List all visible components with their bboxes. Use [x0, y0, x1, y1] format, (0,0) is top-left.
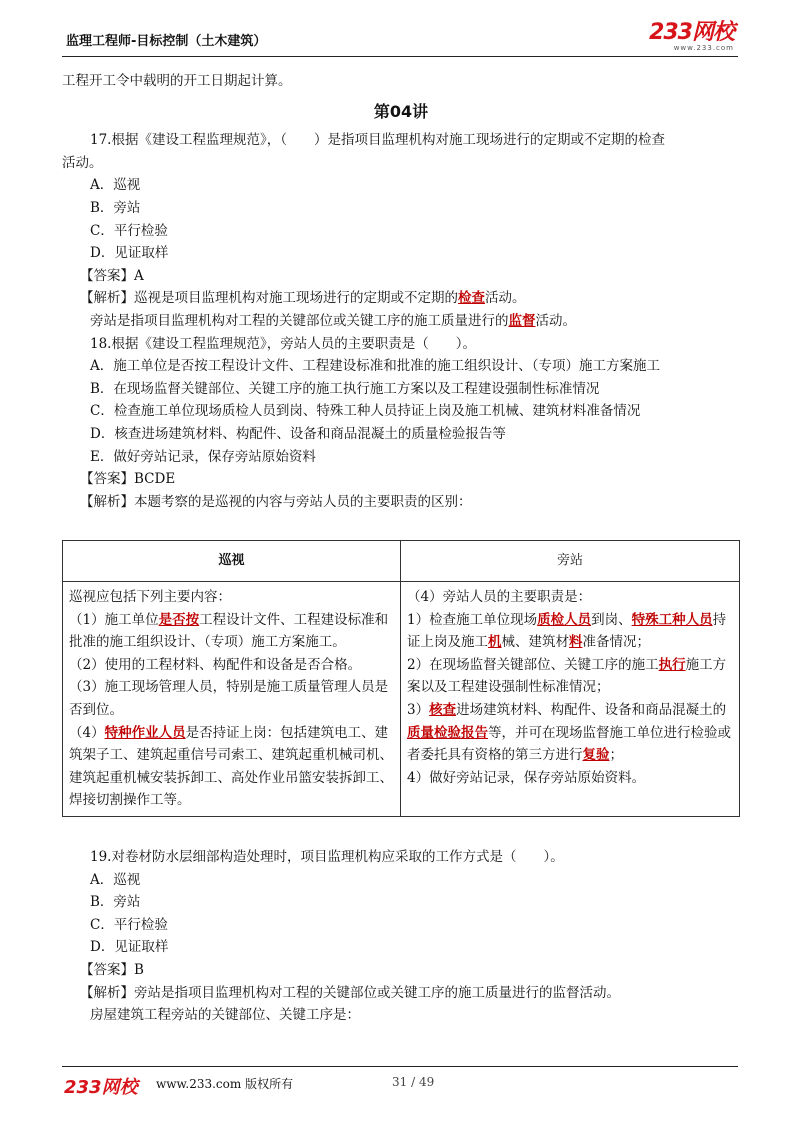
q19-option-c: C．平行检验	[90, 916, 168, 933]
document-title: 监理工程师-目标控制（土木建筑）	[66, 34, 267, 49]
page-footer	[62, 1066, 738, 1098]
header-side-station: 旁站	[401, 541, 740, 582]
header-patrol: 巡视	[63, 541, 401, 582]
intro-line: 工程开工令中载明的开工日期起计算。	[62, 73, 292, 89]
lecture-heading: 第04讲	[373, 101, 429, 121]
page-header	[62, 22, 738, 57]
q19-stem: 19.对卷材防水层细部构造处理时，项目监理机构应采取的工作方式是（ ）。	[90, 849, 564, 865]
footer-copyright: www.233.com 版权所有	[156, 1077, 294, 1091]
comparison-table	[62, 540, 740, 817]
duty-intro: （4）旁站人员的主要职责是：	[407, 589, 592, 605]
table-header-row	[63, 541, 740, 582]
q18-option-a: A．施工单位是否按工程设计文件、工程建设标准和批准的施工组织设计、（专项）施工方案施工	[90, 358, 660, 375]
q19-answer: 【答案】B	[80, 961, 144, 978]
patrol-item-3: （3）施工现场管理人员，特别是施工质量管理人员是否到位。	[69, 679, 389, 718]
q18-explanation: 【解析】本题考察的是巡视的内容与旁站人员的主要职责的区别：	[80, 493, 472, 510]
q18-option-b: B．在现场监督关键部位、关键工序的施工执行施工方案以及工程建设强制性标准情况	[90, 380, 600, 397]
q17-stem: 17.根据《建设工程监理规范》，（ ）是指项目监理机构对施工现场进行的定期或不定期的检查	[90, 132, 665, 149]
duty-item-1: 1）检查施工单位现场质检人员到岗、特殊工种人员持证上岗及施工机械、建筑材料准备情况；	[407, 611, 727, 651]
page-content-lower	[62, 846, 740, 1027]
patrol-item-1: （1）施工单位是否按工程设计文件、工程建设标准和批准的施工组织设计、（专项）施工方案施工。	[69, 611, 389, 651]
q17-explanation-2: 旁站是指项目监理机构对工程的关键部位或关键工序的施工质量进行的监督活动。	[90, 312, 576, 329]
duty-item-2: 2）在现场监督关键部位、关键工序的施工执行施工方案以及工程建设强制性标准情况；	[407, 656, 727, 696]
footer-logo: 233网校	[64, 1077, 138, 1098]
patrol-item-4: （4）特种作业人员是否持证上岗：包括建筑电工、建筑架子工、建筑起重信号司索工、建筑起重机械司机、建筑起重机械安装拆卸工、高处作业吊篮安装拆卸工、焊接切割操作工等。	[69, 724, 393, 809]
page-number: 31 / 49	[392, 1075, 435, 1089]
q17-stem-cont: 活动。	[62, 154, 103, 171]
duty-item-4: 4）做好旁站记录，保存旁站原始资料。	[407, 769, 646, 786]
q17-explanation: 【解析】巡视是项目监理机构对施工现场进行的定期或不定期的检查活动。	[80, 290, 526, 307]
q18-option-d: D．核查进场建筑材料、构配件、设备和商品混凝土的质量检验报告等	[90, 425, 506, 442]
q19-option-a: A．巡视	[90, 871, 141, 888]
q17-option-b: B．旁站	[90, 199, 141, 216]
page-content	[62, 70, 740, 513]
logo-url: www.233.com	[673, 44, 734, 52]
duty-item-3: 3）核查进场建筑材料、构配件、设备和商品混凝土的质量检验报告等，并可在现场监督施工单位进行检验或者委托具有资格的第三方进行复验；	[407, 701, 731, 764]
q18-option-e: E．做好旁站记录，保存旁站原始资料	[90, 448, 316, 465]
patrol-intro: 巡视应包括下列主要内容：	[69, 589, 231, 605]
patrol-content	[63, 582, 401, 817]
q17-option-a: A．巡视	[90, 177, 141, 194]
logo-text: 233网校	[649, 20, 734, 45]
q19-option-b: B．旁站	[90, 894, 141, 911]
patrol-item-2: （2）使用的工程材料、构配件和设备是否合格。	[69, 656, 362, 673]
brand-logo	[649, 22, 734, 52]
q17-answer: 【答案】A	[80, 267, 144, 284]
q19-explanation-2: 房屋建筑工程旁站的关键部位、关键工序是：	[90, 1007, 360, 1024]
q18-stem: 18.根据《建设工程监理规范》，旁站人员的主要职责是（ ）。	[90, 335, 476, 352]
q17-option-c: C．平行检验	[90, 222, 168, 239]
q18-answer: 【答案】BCDE	[80, 471, 176, 488]
q19-explanation: 【解析】旁站是指项目监理机构对工程的关键部位或关键工序的施工质量进行的监督活动。	[80, 984, 620, 1001]
side-station-content	[401, 582, 740, 817]
q19-option-d: D．见证取样	[90, 939, 169, 956]
q18-option-c: C．检查施工单位现场质检人员到岗、特殊工种人员持证上岗及施工机械、建筑材料准备情况	[90, 403, 641, 420]
table-row	[63, 582, 740, 817]
q17-option-d: D．见证取样	[90, 245, 169, 262]
